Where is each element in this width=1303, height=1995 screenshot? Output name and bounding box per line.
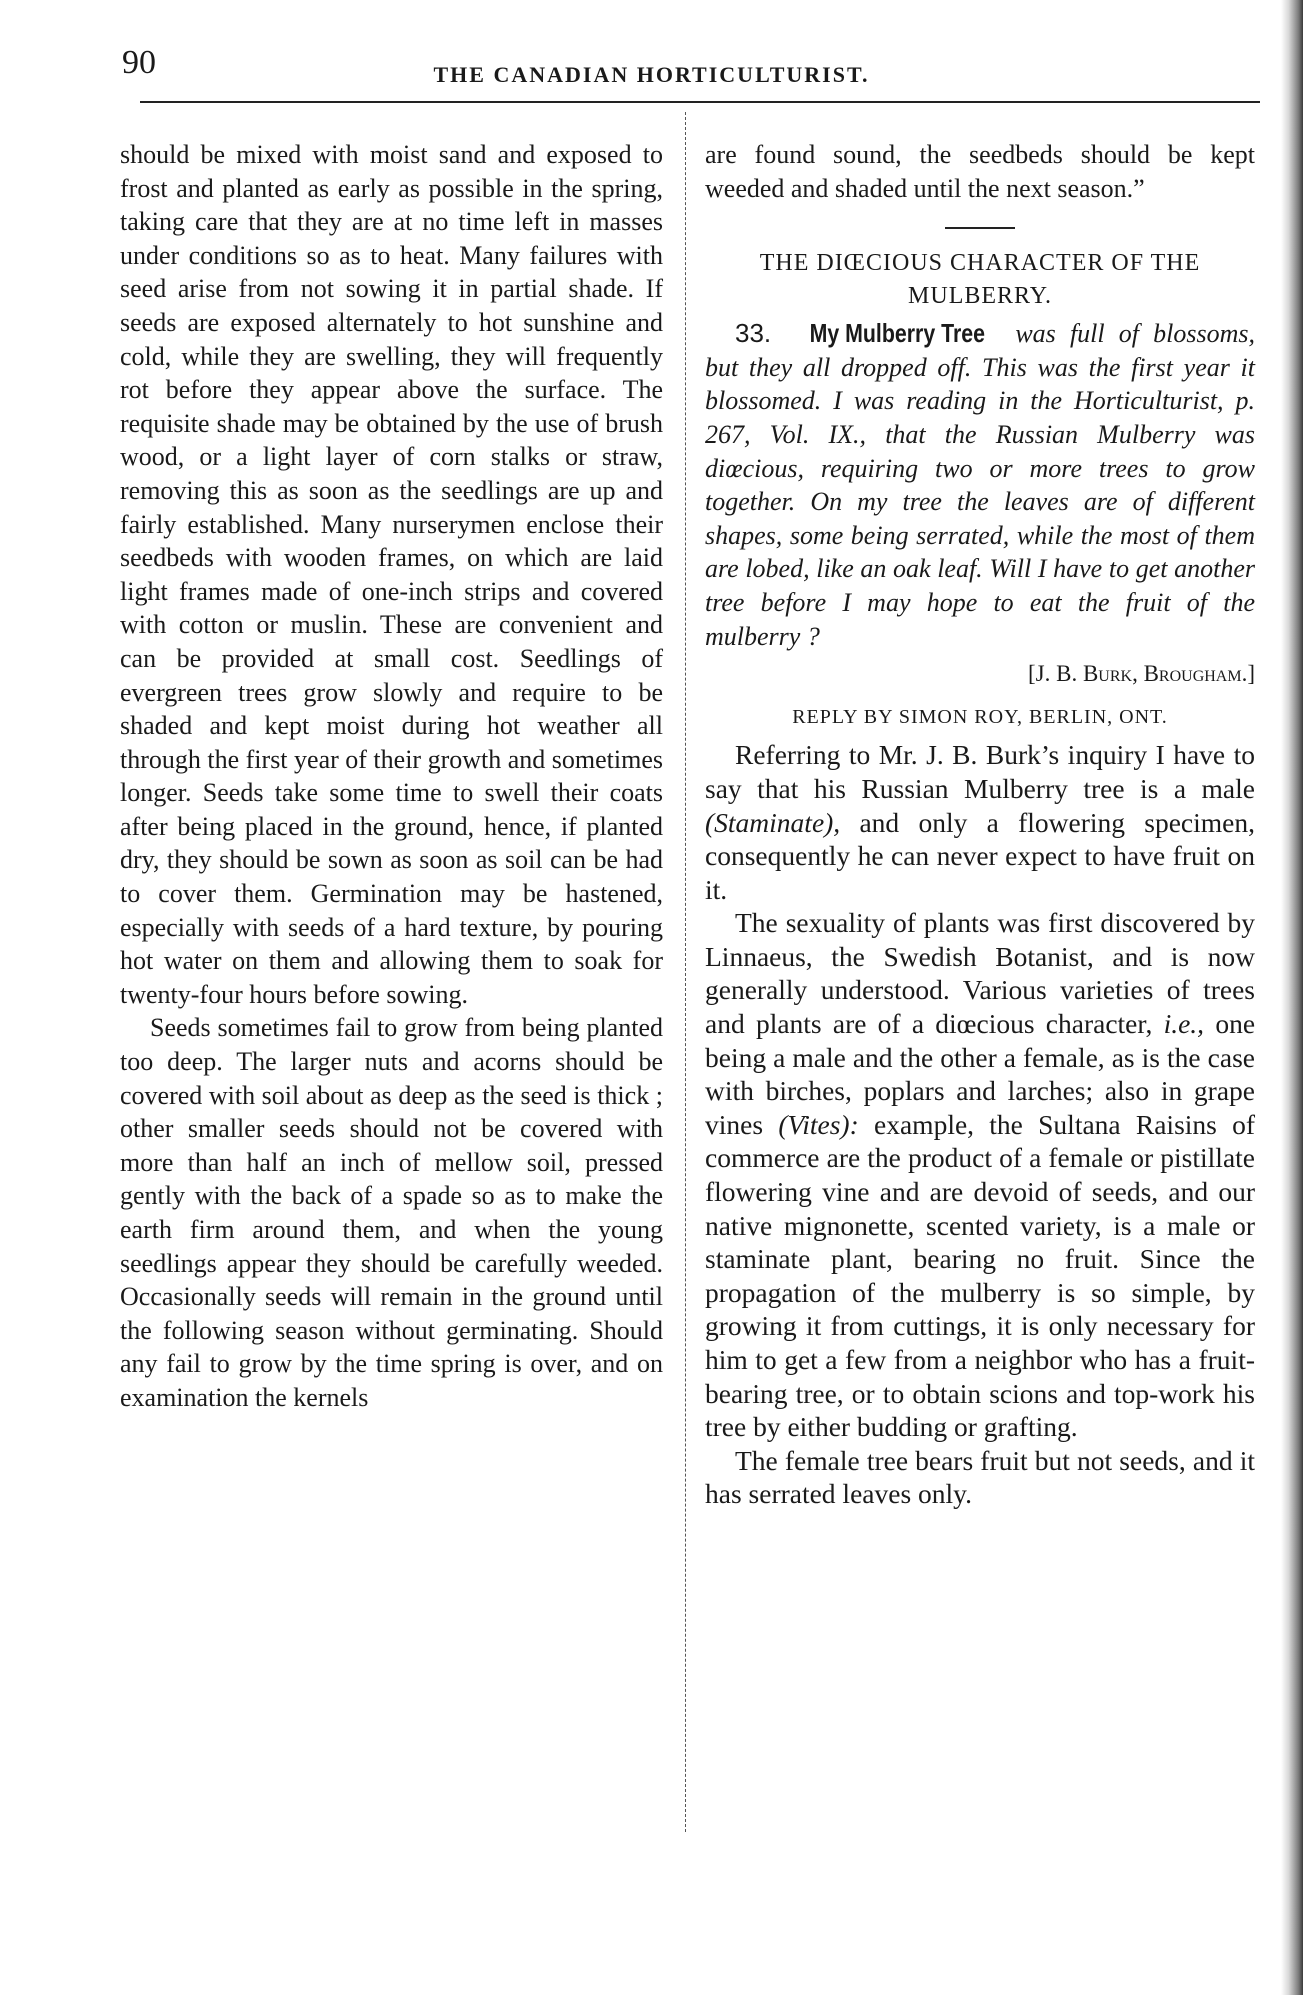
reply-paragraph-1 [705,738,1255,906]
page-number: 90 [122,44,156,81]
question-text: was full of blossoms, but they all dropped off. This was the first year it blossomed. I was reading in the Horticulturist, p. 267, Vol. IX., that the Russian Mulberry was diœcious, requiring two or more trees to grow together. On my tree the leaves are of different shapes, some being serrated, while the most of them are lobed, like an oak leaf. Will I have to get another tree before I may hope to eat the fruit of the mulberry ? [705,319,1255,651]
reply-italic-term: (Staminate), [705,806,841,838]
reply-italic-term: i.e., [1163,1008,1205,1040]
left-column [120,138,663,1415]
question-number: 33. [735,318,772,349]
reply-paragraph-3: The female tree bears fruit but not seeds, and it has serrated leaves only. [705,1444,1255,1510]
reply-text-segment: one being a male and the other a female, as is the case with birches, poplars and larches; also in grape vines [705,1008,1256,1140]
section-title: THE DIŒCIOUS CHARACTER OF THE MULBERRY. [759,250,1201,310]
header-rule [140,101,1260,103]
question-lead: My Mulberry Tree [809,318,986,349]
question-paragraph [705,317,1255,653]
reply-text-segment: The sexuality of plants was first discovered by Linnaeus, the Swedish Botanist, and is now generally understood. Various varieties of trees and plants are of a diœcious character, [705,907,1255,1040]
reply-text-segment: and only a flowering specimen, consequently he can never expect to have fruit on it. [705,806,1255,905]
reply-text-segment: Referring to Mr. J. B. Burk’s inquiry I have to say that his Russian Mulberry tree is a male [705,739,1255,804]
left-paragraph-2: Seeds sometimes fail to grow from being planted too deep. The larger nuts and acorns should be covered with soil about as deep as the seed is thick ; other smaller seeds should not be covered with more than half an inch of mellow soil, pressed gently with the back of a spade so as to make the earth firm around them, and when the young seedlings appear they should be carefully weeded. Occasionally seeds will remain in the ground until the following season without germinating. Should any fail to grow by the time spring is over, and on examination the kernels [120,1013,663,1412]
reply-text-segment: example, the Sultana Raisins of commerce are the product of a female or pistillate flowering vine and are devoid of seeds, and our native mignonette, scented variety, is a male or staminate plant, bearing no fruit. Since the propagation of the mulberry is so simple, by growing it from cuttings, it is only necessary for him to get a few from a neighbor who has a fruit-bearing tree, or to obtain scions and top-work his tree by either budding or grafting. [705,1108,1256,1443]
section-separator [945,227,1015,229]
left-paragraph-1: should be mixed with moist sand and exposed to frost and planted as early as possible in the spring, taking care that they are at no time left in masses under conditions so as to heat. Many failures with seed arise from not sowing it in partial shade. If seeds are exposed alternately to hot sunshine and cold, while they are swelling, they will frequently rot before they appear above the surface. The requisite shade may be obtained by the use of brush wood, or a light layer of corn stalks or straw, removing this as soon as the seedlings are up and fairly established. Many nurserymen enclose their seedbeds with wooden frames, on which are laid light frames made of one-inch strips and covered with cotton or muslin. These are convenient and can be provided at small cost. Seedlings of evergreen trees grow slowly and require to be shaded and kept moist during hot weather all through the first year of their growth and sometimes longer. Seeds take some time to swell their coats after being placed in the ground, hence, if planted dry, they should be sown as soon as soil can be had to cover them. Germination may be hastened, especially with seeds of a hard texture, by pouring hot water on them and allowing them to soak for twenty-four hours before sowing. [120,140,663,1009]
question-signature: [J. B. Burk, Brougham.] [1028,661,1255,687]
right-column [705,138,1255,1511]
column-divider [685,112,686,1832]
reply-italic-term: (Vites): [778,1108,859,1140]
page-edge-shadow [1281,0,1303,1995]
right-continuation: are found sound, the seedbeds should be kept weeded and shaded until the next season.” [705,140,1255,203]
reply-paragraph-2 [705,906,1255,1444]
running-head: THE CANADIAN HORTICULTURIST. [433,62,870,87]
reply-heading: REPLY BY SIMON ROY, BERLIN, ONT. [792,705,1168,728]
